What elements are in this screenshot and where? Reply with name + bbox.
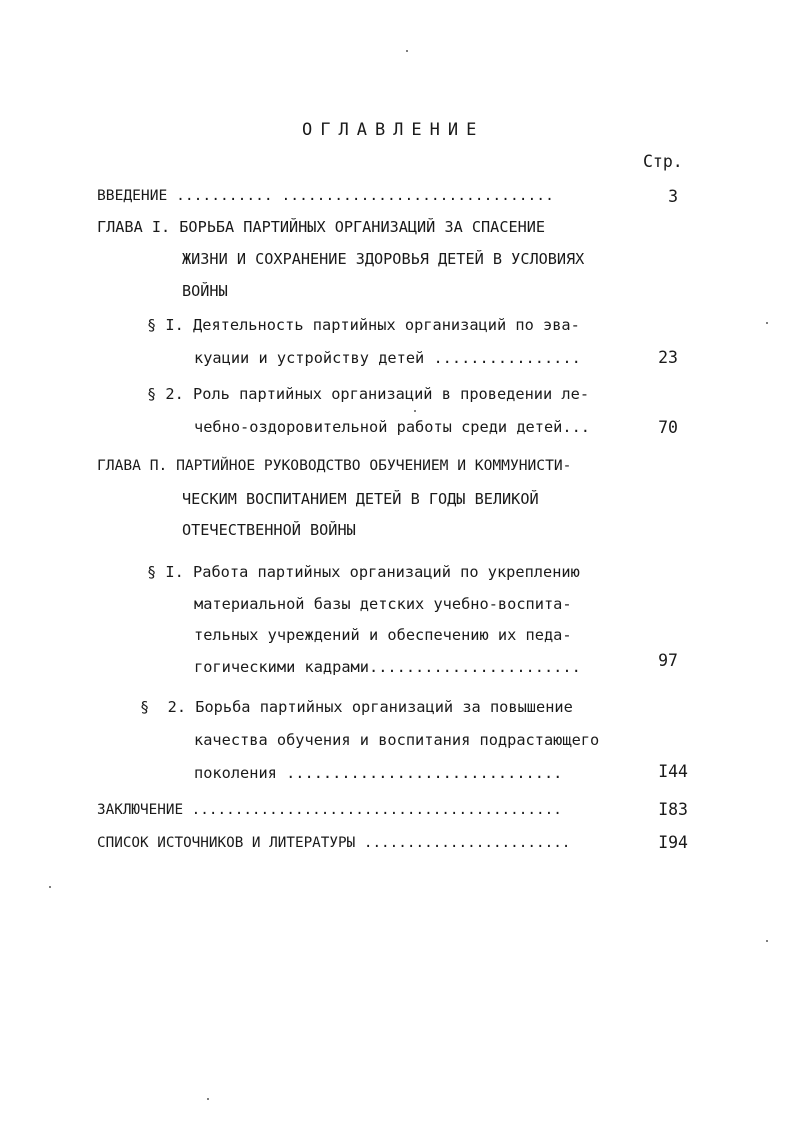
toc-entry-line: куации и устройству детей ................ [194,349,581,367]
toc-entry-line: § I. Работа партийных организаций по укреплению [147,563,580,581]
scan-speck [766,940,768,942]
scan-speck [207,1098,209,1100]
toc-entry-line: качества обучения и воспитания подрастающего [194,731,600,749]
toc-entry-line: материальной базы детских учебно-воспита- [194,595,572,613]
toc-entry-line: ОТЕЧЕСТВЕННОЙ ВОЙНЫ [182,521,356,539]
toc-entry-line: § I. Деятельность партийных организаций по эва- [147,316,580,334]
toc-entry-line: ВОЙНЫ [182,282,228,300]
toc-entry-line: § 2. Борьба партийных организаций за повышение [140,698,573,716]
toc-page-number: I83 [658,800,688,819]
toc-page-number: 23 [658,348,678,367]
toc-entry-line: ВВЕДЕНИЕ ........... ............................... [97,187,554,204]
toc-page-number: 97 [658,651,678,670]
toc-entry-line: ГЛАВА I. БОРЬБА ПАРТИЙНЫХ ОРГАНИЗАЦИЙ ЗА СПАСЕНИЕ [97,218,546,236]
scan-speck [766,322,768,324]
toc-page-number: I94 [658,833,688,852]
toc-page-number: I44 [658,762,688,781]
page-column-label: Стр. [643,152,683,171]
toc-page-number: 70 [658,418,678,437]
scan-speck [49,886,51,888]
toc-entry-line: ГЛАВА П. ПАРТИЙНОЕ РУКОВОДСТВО ОБУЧЕНИЕМ И КОММУНИСТИ- [97,457,572,474]
toc-entry-line: чебно-оздоровительной работы среди детей... [194,418,591,436]
toc-entry-line: тельных учреждений и обеспечению их педа- [194,626,572,644]
toc-entry-line: поколения .............................. [194,764,563,782]
toc-entry-line: ЗАКЛЮЧЕНИЕ ........................................... [97,802,562,818]
toc-entry-line: гогическими кадрами....................... [194,658,581,676]
toc-entry-line: СПИСОК ИСТОЧНИКОВ И ЛИТЕРАТУРЫ ........................ [97,835,571,851]
scan-speck [406,50,408,52]
toc-title: ОГЛАВЛЕНИЕ [302,120,485,140]
toc-entry-line: ЧЕСКИМ ВОСПИТАНИЕМ ДЕТЕЙ В ГОДЫ ВЕЛИКОЙ [182,490,539,508]
toc-entry-line: ЖИЗНИ И СОХРАНЕНИЕ ЗДОРОВЬЯ ДЕТЕЙ В УСЛОВИЯХ [182,250,585,268]
toc-page-number: 3 [668,187,678,206]
scan-speck [414,410,416,412]
toc-entry-line: § 2. Роль партийных организаций в проведении ле- [147,385,590,403]
